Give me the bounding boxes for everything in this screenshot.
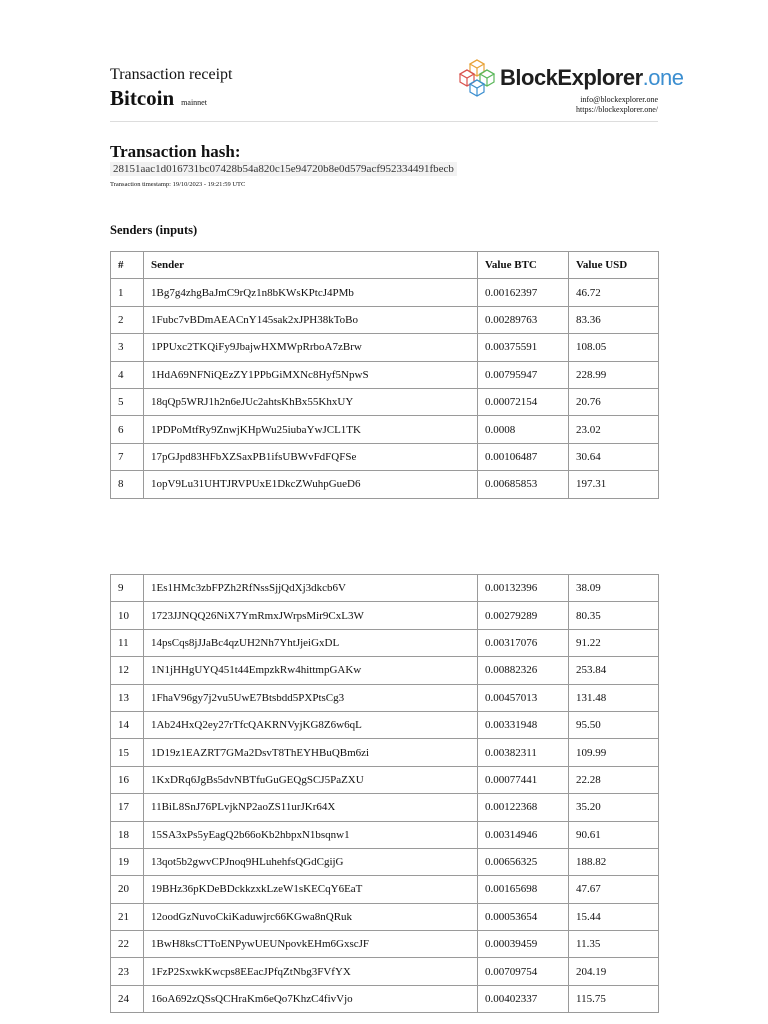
header-divider: [110, 121, 658, 122]
row-number: 3: [111, 334, 144, 361]
row-number: 19: [111, 848, 144, 875]
row-number: 2: [111, 306, 144, 333]
column-header-number: #: [111, 252, 144, 279]
value-usd: 91.22: [569, 629, 659, 656]
value-btc: 0.00279289: [478, 602, 569, 629]
value-btc: 0.00132396: [478, 575, 569, 602]
logo-text-tld: .one: [642, 65, 684, 90]
coin-name: Bitcoin: [110, 86, 175, 110]
value-btc: 0.00039459: [478, 931, 569, 958]
sender-address: 1HdA69NFNiQEzZY1PPbGiMXNc8Hyf5NpwS: [144, 361, 478, 388]
row-number: 24: [111, 985, 144, 1012]
table-row: [111, 876, 659, 903]
receipt-label: Transaction receipt: [110, 66, 233, 83]
value-btc: 0.0008: [478, 416, 569, 443]
row-number: 10: [111, 602, 144, 629]
table-row: [111, 629, 659, 656]
blockexplorer-logo: [457, 58, 684, 98]
value-usd: 22.28: [569, 766, 659, 793]
row-number: 11: [111, 629, 144, 656]
table-row: [111, 903, 659, 930]
value-usd: 23.02: [569, 416, 659, 443]
column-header-value-usd: Value USD: [569, 252, 659, 279]
contact-email[interactable]: info@blockexplorer.one: [580, 95, 658, 104]
table-row: [111, 306, 659, 333]
value-btc: 0.00053654: [478, 903, 569, 930]
table-row: [111, 361, 659, 388]
value-usd: 47.67: [569, 876, 659, 903]
table-row: [111, 279, 659, 306]
row-number: 15: [111, 739, 144, 766]
sender-address: 1BwH8ksCTToENPywUEUNpovkEHm6GxscJF: [144, 931, 478, 958]
senders-header-row: [111, 252, 659, 279]
row-number: 20: [111, 876, 144, 903]
sender-address: 1FzP2SxwkKwcps8EEacJPfqZtNbg3FVfYX: [144, 958, 478, 985]
value-btc: 0.00795947: [478, 361, 569, 388]
value-usd: 228.99: [569, 361, 659, 388]
sender-address: 1opV9Lu31UHTJRVPUxE1DkcZWuhpGueD6: [144, 471, 478, 498]
contact-block: [576, 95, 658, 115]
table-row: [111, 575, 659, 602]
logo-text: [500, 65, 684, 91]
value-usd: 35.20: [569, 794, 659, 821]
value-usd: 253.84: [569, 657, 659, 684]
value-usd: 90.61: [569, 821, 659, 848]
table-row: [111, 985, 659, 1012]
row-number: 21: [111, 903, 144, 930]
value-usd: 20.76: [569, 388, 659, 415]
row-number: 1: [111, 279, 144, 306]
coin-heading: [110, 86, 207, 111]
value-btc: 0.00289763: [478, 306, 569, 333]
value-btc: 0.00165698: [478, 876, 569, 903]
senders-table-page-2: [110, 574, 659, 1013]
sender-address: 1Ab24HxQ2ey27rTfcQAKRNVyjKG8Z6w6qL: [144, 711, 478, 738]
sender-address: 19BHz36pKDeBDckkzxkLzeW1sKECqY6EaT: [144, 876, 478, 903]
value-btc: 0.00382311: [478, 739, 569, 766]
column-header-sender: Sender: [144, 252, 478, 279]
table-row: [111, 739, 659, 766]
row-number: 9: [111, 575, 144, 602]
value-btc: 0.00162397: [478, 279, 569, 306]
sender-address: 1723JJNQQ26NiX7YmRmxJWrpsMir9CxL3W: [144, 602, 478, 629]
table-row: [111, 602, 659, 629]
value-usd: 109.99: [569, 739, 659, 766]
table-row: [111, 766, 659, 793]
value-btc: 0.00317076: [478, 629, 569, 656]
table-row: [111, 657, 659, 684]
value-usd: 95.50: [569, 711, 659, 738]
row-number: 23: [111, 958, 144, 985]
sender-address: 12oodGzNuvoCkiKaduwjrc66KGwa8nQRuk: [144, 903, 478, 930]
row-number: 16: [111, 766, 144, 793]
senders-table-page-1: [110, 251, 659, 499]
row-number: 12: [111, 657, 144, 684]
sender-address: 1Fubc7vBDmAEACnY145sak2xJPH38kToBo: [144, 306, 478, 333]
row-number: 4: [111, 361, 144, 388]
table-row: [111, 794, 659, 821]
value-btc: 0.00882326: [478, 657, 569, 684]
sender-address: 1KxDRq6JgBs5dvNBTfuGuGEQgSCJ5PaZXU: [144, 766, 478, 793]
value-btc: 0.00331948: [478, 711, 569, 738]
value-btc: 0.00122368: [478, 794, 569, 821]
column-header-value-btc: Value BTC: [478, 252, 569, 279]
value-btc: 0.00375591: [478, 334, 569, 361]
sender-address: 18qQp5WRJ1h2n6eJUc2ahtsKhBx55KhxUY: [144, 388, 478, 415]
sender-address: 11BiL8SnJ76PLvjkNP2aoZS11urJKr64X: [144, 794, 478, 821]
value-usd: 197.31: [569, 471, 659, 498]
table-row: [111, 848, 659, 875]
value-btc: 0.00656325: [478, 848, 569, 875]
row-number: 13: [111, 684, 144, 711]
table-row: [111, 931, 659, 958]
value-usd: 11.35: [569, 931, 659, 958]
logo-text-main: BlockExplorer: [500, 65, 643, 90]
hash-value: 28151aac1d016731bc07428b54a820c15e94720b8e0d579acf952334491fbecb: [110, 162, 457, 176]
value-usd: 38.09: [569, 575, 659, 602]
value-usd: 204.19: [569, 958, 659, 985]
table-row: [111, 443, 659, 470]
sender-address: 1PDPoMtfRy9ZnwjKHpWu25iubaYwJCL1TK: [144, 416, 478, 443]
row-number: 7: [111, 443, 144, 470]
row-number: 22: [111, 931, 144, 958]
sender-address: 16oA692zQSsQCHraKm6eQo7KhzC4fivVjo: [144, 985, 478, 1012]
table-row: [111, 821, 659, 848]
sender-address: 1FhaV96gy7j2vu5UwE7Btsbdd5PXPtsCg3: [144, 684, 478, 711]
value-usd: 115.75: [569, 985, 659, 1012]
table-row: [111, 471, 659, 498]
value-btc: 0.00457013: [478, 684, 569, 711]
transaction-timestamp: Transaction timestamp: 19/10/2023 - 19:21:59 UTC: [110, 181, 246, 188]
sender-address: 1N1jHHgUYQ451t44EmpzkRw4hittmpGAKw: [144, 657, 478, 684]
sender-address: 1D19z1EAZRT7GMa2DsvT8ThEYHBuQBm6zi: [144, 739, 478, 766]
sender-address: 17pGJpd83HFbXZSaxPB1ifsUBWvFdFQFSe: [144, 443, 478, 470]
sender-address: 15SA3xPs5yEagQ2b66oKb2hbpxN1bsqnw1: [144, 821, 478, 848]
table-row: [111, 388, 659, 415]
table-row: [111, 334, 659, 361]
value-btc: 0.00106487: [478, 443, 569, 470]
row-number: 17: [111, 794, 144, 821]
value-usd: 131.48: [569, 684, 659, 711]
value-usd: 108.05: [569, 334, 659, 361]
sender-address: 1Es1HMc3zbFPZh2RfNssSjjQdXj3dkcb6V: [144, 575, 478, 602]
row-number: 18: [111, 821, 144, 848]
value-usd: 30.64: [569, 443, 659, 470]
table-row: [111, 711, 659, 738]
value-usd: 83.36: [569, 306, 659, 333]
network-label: mainnet: [181, 98, 207, 107]
value-btc: 0.00072154: [478, 388, 569, 415]
row-number: 14: [111, 711, 144, 738]
table-row: [111, 684, 659, 711]
contact-website[interactable]: https://blockexplorer.one/: [576, 105, 658, 114]
table-row: [111, 416, 659, 443]
senders-section-title: Senders (inputs): [110, 223, 198, 237]
value-usd: 188.82: [569, 848, 659, 875]
row-number: 8: [111, 471, 144, 498]
row-number: 6: [111, 416, 144, 443]
hash-title: Transaction hash:: [110, 142, 241, 161]
table-row: [111, 958, 659, 985]
sender-address: 1Bg7g4zhgBaJmC9rQz1n8bKWsKPtcJ4PMb: [144, 279, 478, 306]
value-btc: 0.00077441: [478, 766, 569, 793]
sender-address: 14psCqs8jJJaBc4qzUH2Nh7YhtJjeiGxDL: [144, 629, 478, 656]
value-btc: 0.00685853: [478, 471, 569, 498]
value-btc: 0.00402337: [478, 985, 569, 1012]
sender-address: 1PPUxc2TKQiFy9JbajwHXMWpRrboA7zBrw: [144, 334, 478, 361]
value-btc: 0.00709754: [478, 958, 569, 985]
isometric-cubes-logo-icon: [457, 58, 497, 98]
value-btc: 0.00314946: [478, 821, 569, 848]
value-usd: 46.72: [569, 279, 659, 306]
row-number: 5: [111, 388, 144, 415]
sender-address: 13qot5b2gwvCPJnoq9HLuhehfsQGdCgijG: [144, 848, 478, 875]
value-usd: 15.44: [569, 903, 659, 930]
value-usd: 80.35: [569, 602, 659, 629]
